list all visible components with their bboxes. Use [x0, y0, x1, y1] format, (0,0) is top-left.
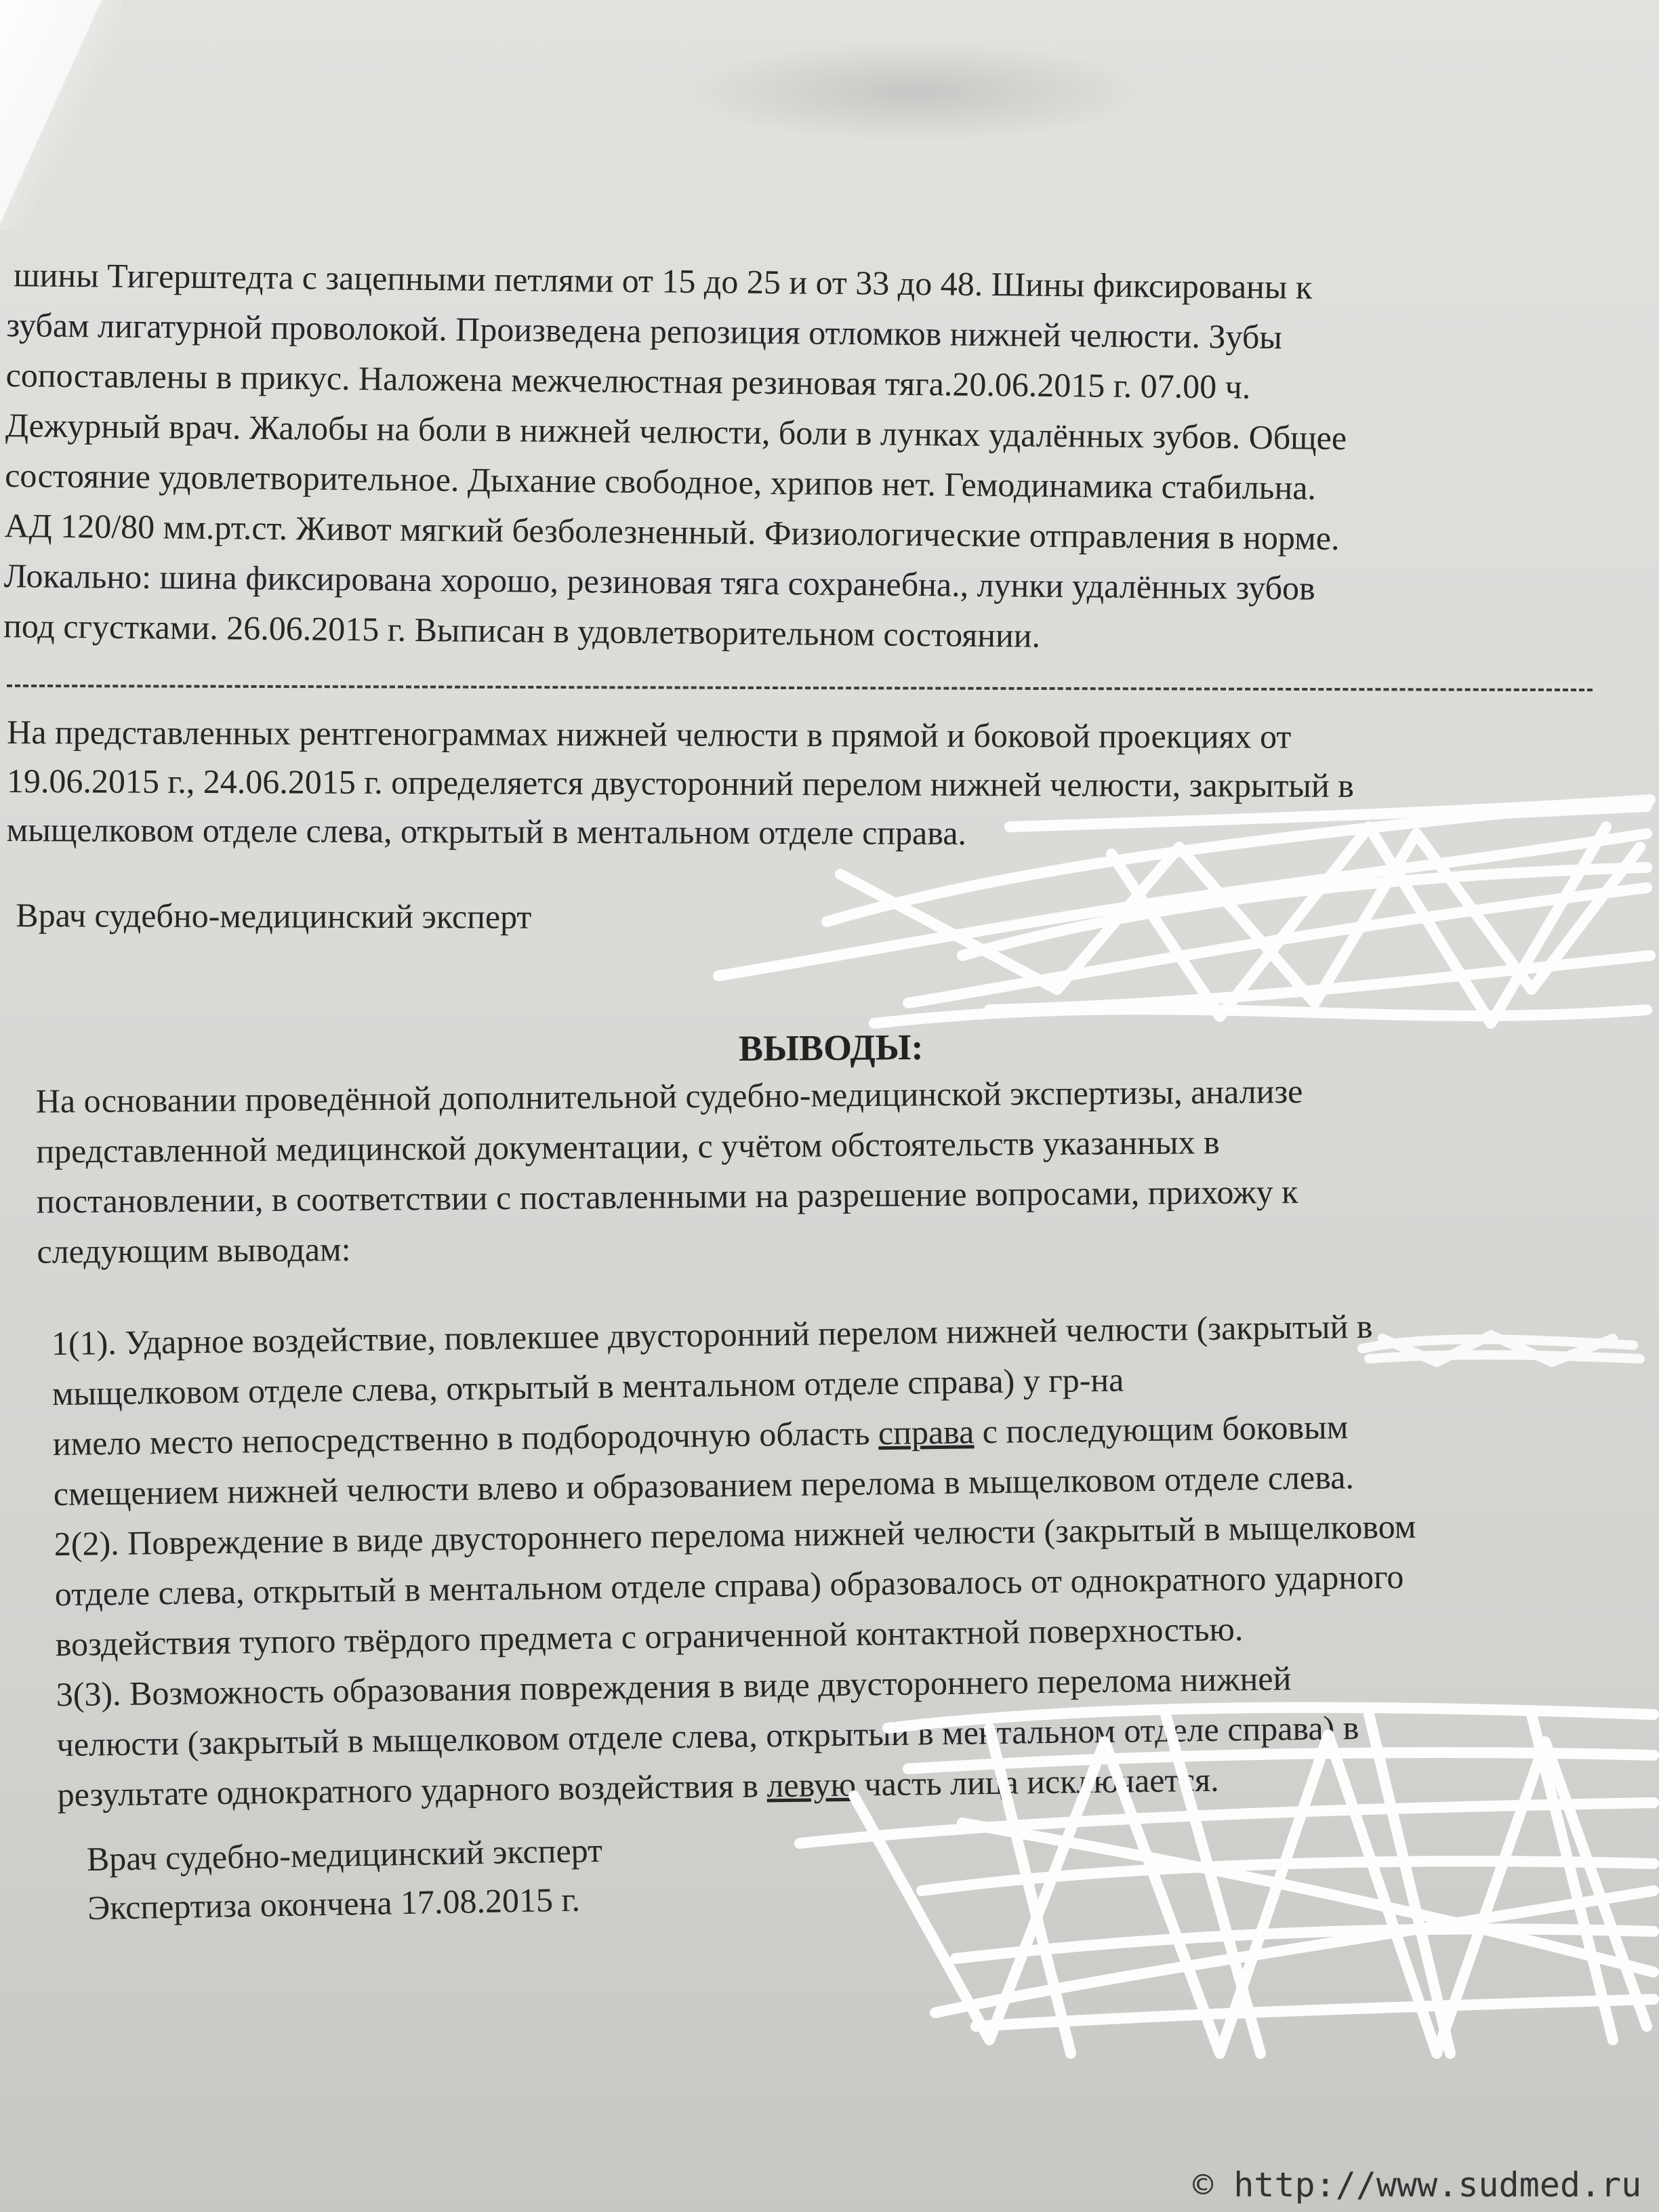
text-line: шины Тигерштедта с зацепными петлями от 15 до 25 и от 33 до 48. Шины фиксированы к [13, 255, 1313, 306]
text-segment: с последующим боковым [982, 1408, 1349, 1451]
conclusion-1-line: мыщелковом отделе слева, открытый в ментальном отделе справа) у гр-на [52, 1360, 1124, 1413]
text-line: следующим выводам: [37, 1229, 351, 1271]
conclusion-2-line: отделе слева, открытый в ментальном отделе справа) образовалось от однократного ударного [54, 1557, 1404, 1614]
redaction-scribble-top [705, 786, 1659, 1044]
text-segment: часть лица исключается. [864, 1760, 1219, 1803]
text-line: зубам лигатурной проволокой. Произведена репозиция отломков нижней челюсти. Зубы [6, 306, 1283, 356]
conclusion-3-line: челюсти (закрытый в мыщелковом отделе слева, открытый в ментальном отделе справа) в [56, 1708, 1359, 1764]
text-line: представленной медицинской документации, с учётом обстоятельств указанных в [36, 1122, 1220, 1170]
page-corner-highlight [0, 0, 122, 230]
text-line: мыщелковом отделе слева, открытый в ментальном отделе справа. [6, 811, 967, 852]
text-segment: результате однократного ударного воздействия в [57, 1766, 759, 1814]
signature-line-1: Врач судебно-медицинский эксперт [16, 896, 532, 936]
text-line: АД 120/80 мм.рт.ст. Живот мягкий безболезненный. Физиологические отправления в норме. [4, 506, 1340, 558]
conclusion-3-line: 3(3). Возможность образования повреждения в виде двустороннего перелома нижней [56, 1659, 1292, 1714]
text-line: Локально: шина фиксирована хорошо, резиновая тяга сохранебна., лунки удалённых зубов [3, 556, 1315, 607]
text-line: На основании проведённой дополнительной судебно-медицинской экспертизы, анализе [35, 1071, 1303, 1120]
underlined-word: справа [878, 1412, 975, 1452]
conclusion-1-line: 1(1). Ударное воздействие, повлекшее двусторонний перелом нижней челюсти (закрытый в [51, 1307, 1373, 1363]
text-line: 19.06.2015 г., 24.06.2015 г. определяется двусторонний перелом нижней челюсти, закрытый в [6, 762, 1354, 804]
signature-line-2: Врач судебно-медицинский эксперт [86, 1830, 603, 1879]
text-line: под сгустками. 26.06.2015 г. Выписан в удовлетворительном состоянии. [3, 607, 1041, 655]
conclusion-2-line: 2(2). Повреждение в виде двустороннего перелома нижней челюсти (закрытый в мыщелковом [54, 1507, 1416, 1563]
text-line: состояние удовлетворительное. Дыхание свободное, хрипов нет. Гемодинамика стабильна. [5, 456, 1317, 507]
conclusion-1-line: смещением нижней челюсти влево и образованием перелома в мыщелковом отделе слева. [53, 1458, 1355, 1513]
text-segment: имело место непосредственно в подбородочную область [52, 1414, 870, 1463]
text-line: Дежурный врач. Жалобы на боли в нижней челюсти, боли в лунках удалённых зубов. Общее [5, 406, 1347, 457]
dashed-separator [7, 684, 1593, 691]
watermark: © http://www.sudmed.ru [1193, 2165, 1642, 2205]
underlined-word: левую [766, 1765, 857, 1805]
redaction-scribble-bottom [786, 1687, 1659, 2067]
text-line: сопоставлены в прикус. Наложена межчелюстная резиновая тяга.20.06.2015 г. 07.00 ч. [5, 356, 1251, 406]
text-line: постановлении, в соответствии с поставленными на разрешение вопросами, прихожу к [36, 1172, 1298, 1221]
paragraph-hospital-course [0, 0, 1659, 655]
text-line: На представленных рентгенограммах нижней челюсти в прямой и боковой проекциях от [7, 713, 1292, 756]
redaction-scribble-name [1355, 1322, 1647, 1376]
conclusion-1-line [52, 1408, 1349, 1463]
conclusion-2-line: воздействия тупого твёрдого предмета с ограниченной контактной поверхностью. [55, 1610, 1244, 1664]
completion-date: Экспертиза окончена 17.08.2015 г. [87, 1880, 581, 1927]
bleed-through-text [678, 41, 1152, 142]
conclusions-heading: ВЫВОДЫ: [738, 1027, 924, 1069]
